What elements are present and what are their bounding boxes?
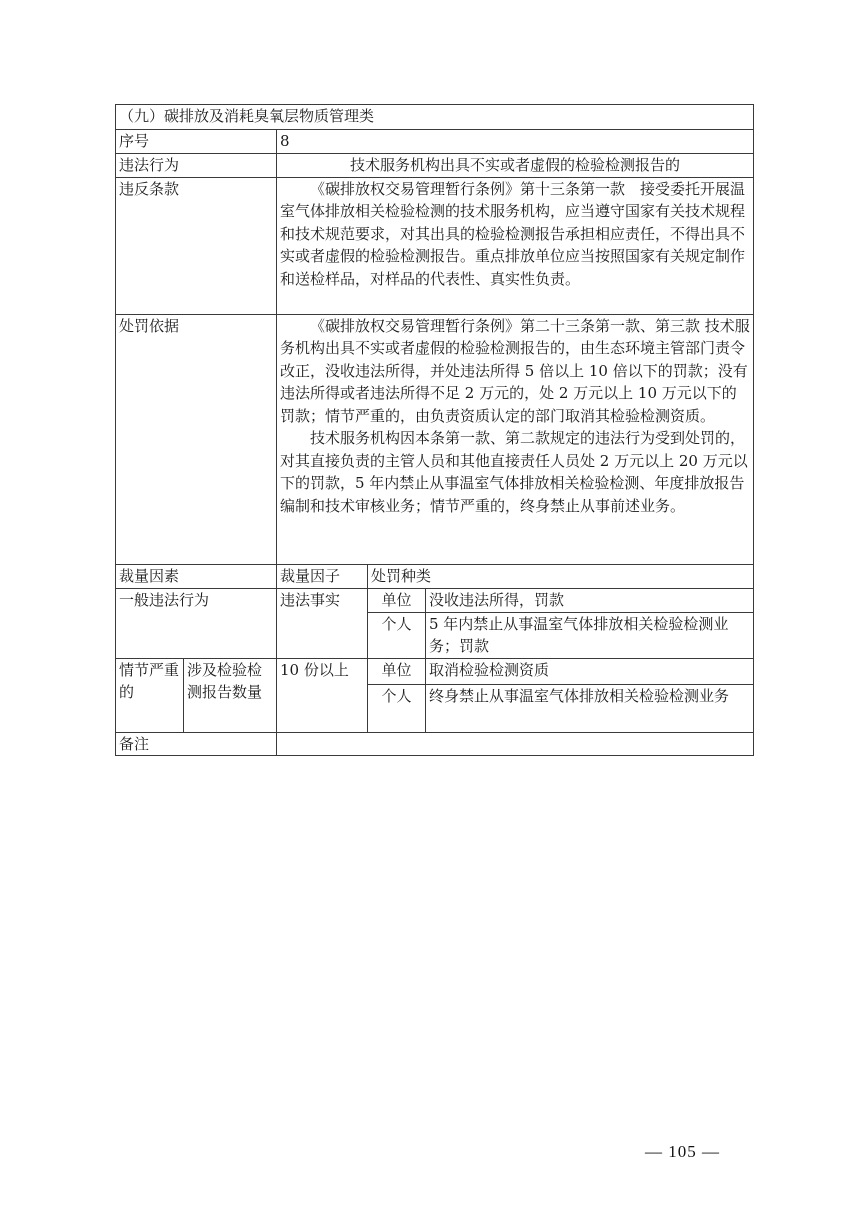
serious-penalty-individual: 终身禁止从事温室气体排放相关检验检测业务 [426, 684, 754, 732]
general-subject-unit: 单位 [368, 588, 426, 612]
serious-penalty-unit: 取消检验检测资质 [426, 658, 754, 684]
serious-subject-individual: 个人 [368, 684, 426, 732]
penalty-basis-paragraph-1: 《碳排放权交易管理暂行条例》第二十三条第一款、第三款 技术服务机构出具不实或者虚假的检验检测报告的，由生态环境主管部门责令改正，没收违法所得，并处违法所得 5 倍以上 10 倍以下的罚款；没有违法所得或者违法所得不足 2 万元的，处 2 万元以上 10 万元以下的罚款；情节严重的，由负责资质认定的部门取消其检验检测资质。 [280, 316, 750, 425]
remarks-value [277, 732, 754, 756]
discretion-factor-header: 裁量因素 [116, 564, 277, 588]
violated-clause-label: 违反条款 [116, 177, 277, 314]
remarks-label: 备注 [116, 732, 277, 756]
general-subject-individual: 个人 [368, 612, 426, 658]
penalty-basis-label: 处罚依据 [116, 314, 277, 564]
violation-row [116, 153, 754, 177]
penalty-type-header: 处罚种类 [368, 564, 754, 588]
serial-value: 8 [277, 130, 754, 154]
violation-value: 技术服务机构出具不实或者虚假的检验检测报告的 [277, 153, 754, 177]
general-penalty-individual: 5 年内禁止从事温室气体排放相关检验检测业务；罚款 [426, 612, 754, 658]
serious-factor: 情节严重的 [116, 658, 184, 732]
general-penalty-unit: 没收违法所得，罚款 [426, 588, 754, 612]
section-title: （九）碳排放及消耗臭氧层物质管理类 [116, 105, 754, 130]
serious-sub-factor: 涉及检验检测报告数量 [184, 658, 277, 732]
serious-element: 10 份以上 [277, 658, 368, 732]
general-element: 违法事实 [277, 588, 368, 658]
serious-subject-unit: 单位 [368, 658, 426, 684]
violated-clause-value: 《碳排放权交易管理暂行条例》第十三条第一款 接受委托开展温室气体排放相关检验检测的技术服务机构，应当遵守国家有关技术规程和技术规范要求，对其出具的检验检测报告承担相应责任，不得出具不实或者虚假的检验检测报告。重点排放单位应当按照国家有关规定制作和送检样品，对样品的代表性、真实性负责。 [277, 177, 754, 314]
serious-row-unit [116, 658, 754, 684]
penalty-basis-value [277, 314, 754, 564]
discretion-header-row [116, 564, 754, 588]
serial-row [116, 130, 754, 154]
violated-clause-row [116, 177, 754, 314]
section-title-row [116, 105, 754, 130]
penalty-basis-paragraph-2: 技术服务机构因本条第一款、第二款规定的违法行为受到处罚的，对其直接负责的主管人员和其他直接责任人员处 2 万元以上 20 万元以下的罚款，5 年内禁止从事温室气体排放相关检验检测、年度排放报告编制和技术审核业务；情节严重的，终身禁止从事前述业务。 [280, 429, 748, 515]
serial-label: 序号 [116, 130, 277, 154]
penalty-basis-row [116, 314, 754, 564]
violation-label: 违法行为 [116, 153, 277, 177]
page-number: — 105 — [645, 1142, 720, 1161]
remarks-row [116, 732, 754, 756]
penalty-discretion-table [115, 104, 754, 756]
discretion-element-header: 裁量因子 [277, 564, 368, 588]
general-factor: 一般违法行为 [116, 588, 277, 658]
general-row-unit [116, 588, 754, 612]
